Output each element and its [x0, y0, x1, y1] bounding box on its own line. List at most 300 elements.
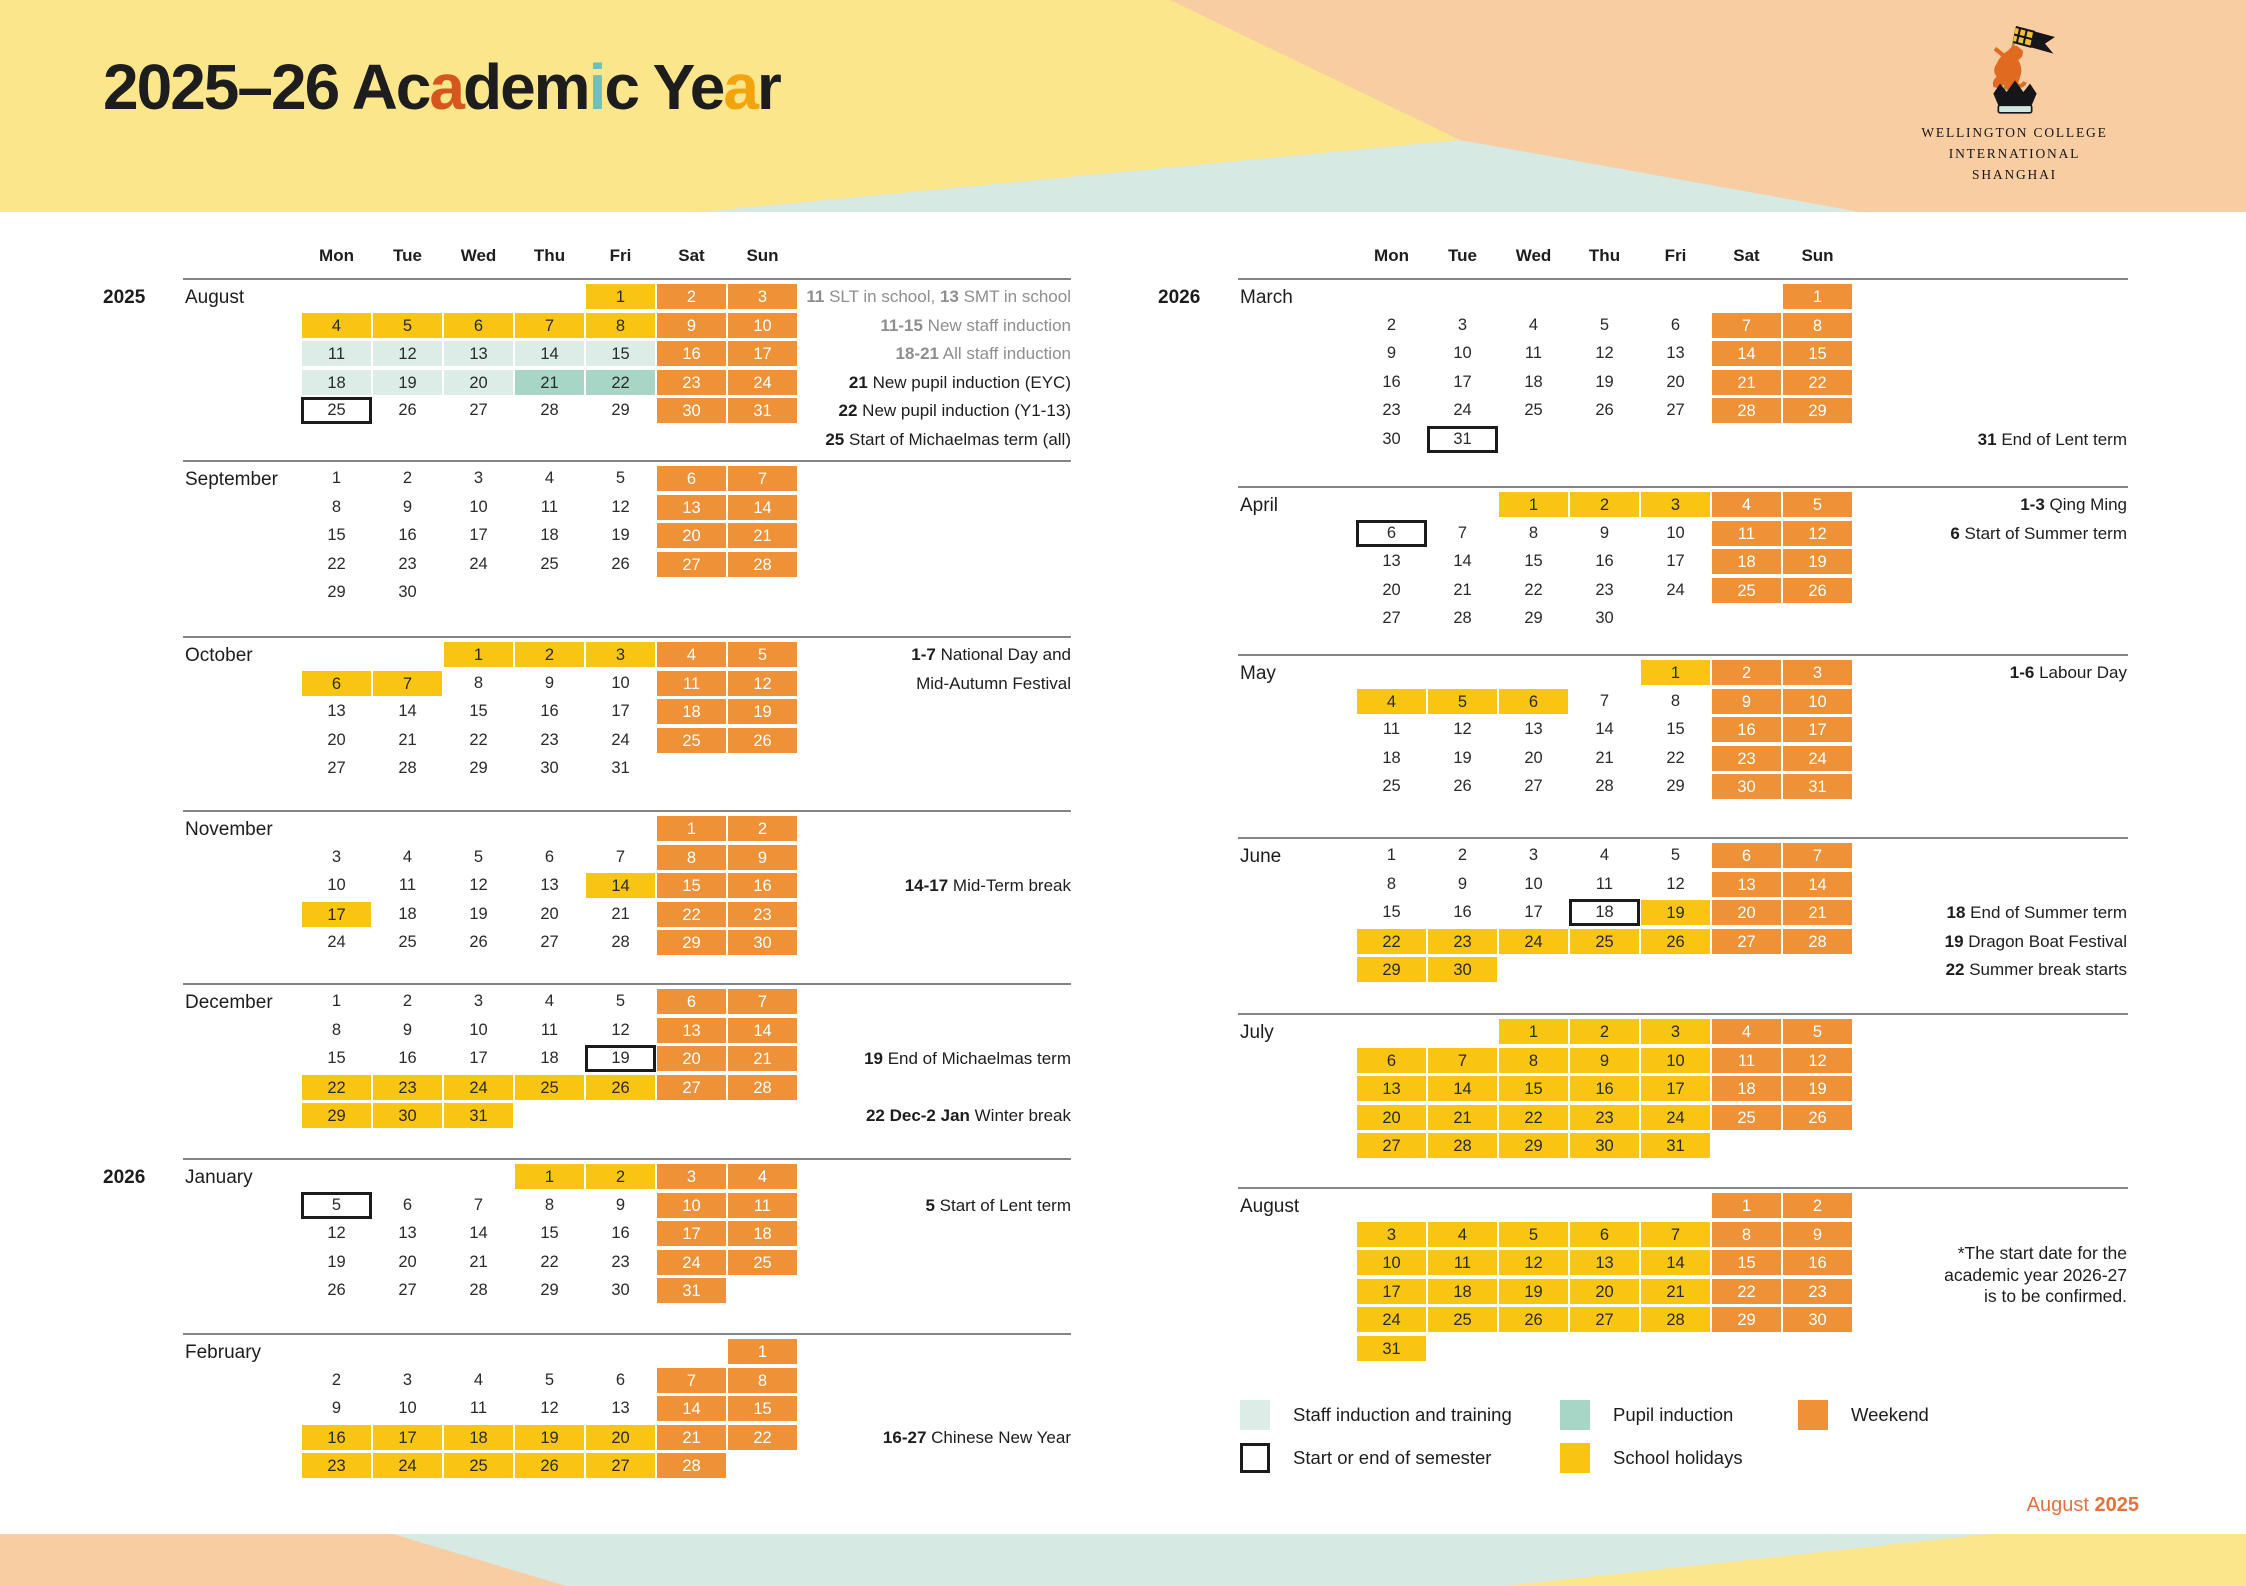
- day-cell-weekend: 7: [727, 465, 798, 492]
- day-cell: 17: [611, 702, 630, 720]
- annotation-dates: 22 Dec-2 Jan: [865, 1106, 970, 1125]
- day-cell: 17: [1524, 903, 1543, 921]
- day-cell-weekend: 26: [727, 727, 798, 754]
- day-cell: 30: [398, 583, 417, 601]
- day-cell-weekend: 12: [1782, 1047, 1853, 1074]
- day-cell-school-holiday: 2: [1569, 1018, 1640, 1045]
- day-cell: 9: [402, 497, 413, 516]
- day-cell: 18: [1382, 748, 1401, 767]
- day-cell: 23: [540, 730, 559, 749]
- day-cell-school-holiday: 24: [1498, 928, 1569, 955]
- day-cell-school-holiday: 17: [1640, 1075, 1711, 1102]
- day-cell-weekend: 22: [727, 1424, 798, 1451]
- day-cell: 23: [1595, 580, 1614, 599]
- day-cell: 2: [1457, 846, 1468, 864]
- month-divider: [1238, 486, 2128, 488]
- college-logo: [1912, 22, 2117, 185]
- day-cell: 4: [544, 469, 555, 487]
- day-cell: 30: [611, 1281, 630, 1299]
- day-cell-weekend: 7: [656, 1367, 727, 1394]
- day-cell-weekend: 26: [1782, 1104, 1853, 1131]
- annotation-text: Mid-Autumn Festival: [916, 673, 1071, 693]
- day-cell-school-holiday: 24: [1356, 1306, 1427, 1333]
- day-cell: 27: [327, 759, 346, 777]
- day-cell: 29: [1666, 777, 1685, 795]
- annotation-text: SLT in school,: [824, 287, 940, 306]
- day-cell-weekend: 31: [1782, 773, 1853, 800]
- day-cell: 21: [1595, 748, 1614, 767]
- day-cell: 5: [1599, 315, 1610, 334]
- annotation: [825, 426, 1071, 453]
- day-cell-weekend: 19: [1782, 548, 1853, 575]
- annotation-dates: 5: [925, 1195, 935, 1215]
- month-label: March: [1240, 287, 1293, 308]
- day-cell-school-holiday: 1: [443, 641, 514, 668]
- day-cell-weekend: 6: [1711, 842, 1782, 869]
- day-cell-school-holiday: 24: [372, 1452, 443, 1479]
- day-cell: 10: [1666, 523, 1685, 542]
- title-segment: 2025–26 Ac: [103, 51, 430, 123]
- day-cell-weekend: 12: [1782, 520, 1853, 547]
- annotation-text: New staff induction: [922, 315, 1071, 335]
- day-cell-school-holiday: 5: [1427, 688, 1498, 715]
- day-cell: 9: [1599, 523, 1610, 542]
- day-cell-school-holiday: 17: [301, 901, 372, 928]
- day-cell: 17: [1666, 552, 1685, 570]
- day-cell-weekend: 3: [656, 1163, 727, 1190]
- day-cell-school-holiday: 31: [443, 1102, 514, 1129]
- day-cell: 19: [1595, 372, 1614, 391]
- annotation: [896, 340, 1071, 367]
- day-cell: 1: [331, 469, 342, 487]
- annotation: [839, 397, 1071, 424]
- day-cell: 22: [540, 1252, 559, 1271]
- month-divider: [1238, 1187, 2128, 1189]
- weekday-header: Mon: [319, 246, 354, 265]
- day-cell: 16: [398, 1049, 417, 1067]
- day-cell-weekend: 21: [1782, 899, 1853, 926]
- day-cell-semester-boundary: 25: [301, 397, 372, 424]
- weekday-header: Wed: [460, 246, 497, 265]
- day-cell: 20: [540, 904, 559, 923]
- month-divider: [183, 810, 1071, 812]
- day-cell-weekend: 1: [656, 815, 727, 842]
- annotation: [925, 1192, 1071, 1219]
- day-cell-school-holiday: 16: [301, 1424, 372, 1451]
- day-cell-weekend: 13: [656, 1017, 727, 1044]
- day-cell: 24: [611, 730, 630, 749]
- day-cell-weekend: 29: [656, 929, 727, 956]
- day-cell: 9: [402, 1020, 413, 1039]
- day-cell: 22: [327, 554, 346, 573]
- day-cell-school-holiday: 26: [1498, 1306, 1569, 1333]
- day-cell-school-holiday: 20: [1356, 1104, 1427, 1131]
- day-cell-weekend: 28: [656, 1452, 727, 1479]
- day-cell: 11: [469, 1399, 488, 1417]
- annotation-dates: 6: [1950, 523, 1960, 543]
- day-cell-weekend: 15: [727, 1395, 798, 1422]
- day-cell: 11: [540, 497, 559, 516]
- legend-swatch-holiday: [1560, 1443, 1590, 1473]
- day-cell: 3: [402, 1370, 413, 1389]
- day-cell-weekend: 10: [727, 312, 798, 339]
- day-cell-weekend: 21: [727, 1045, 798, 1072]
- annotation-dates: 31: [1977, 429, 1997, 449]
- start-date-note: [1944, 1243, 2127, 1308]
- day-cell-staff-induction: 13: [443, 340, 514, 367]
- month-divider: [183, 636, 1071, 638]
- day-cell-weekend: 5: [727, 641, 798, 668]
- annotation-dates: 1-6: [2009, 663, 2035, 682]
- day-cell: 29: [611, 401, 630, 419]
- day-cell-weekend: 27: [1711, 928, 1782, 955]
- day-cell-school-holiday: 2: [1569, 491, 1640, 518]
- title-segment: i: [588, 51, 605, 123]
- day-cell: 4: [1599, 846, 1610, 864]
- day-cell: 10: [1524, 874, 1543, 893]
- day-cell: 15: [327, 526, 346, 544]
- day-cell: 12: [611, 497, 630, 516]
- weekday-header: Sun: [746, 246, 779, 265]
- day-cell: 2: [1386, 315, 1397, 334]
- day-cell-weekend: 11: [1711, 1047, 1782, 1074]
- day-cell: 16: [1382, 372, 1401, 391]
- day-cell: 18: [540, 1049, 559, 1067]
- day-cell-school-holiday: 5: [372, 312, 443, 339]
- day-cell-weekend: 16: [1711, 716, 1782, 743]
- day-cell: 18: [540, 526, 559, 544]
- day-cell-weekend: 30: [727, 929, 798, 956]
- day-cell-school-holiday: 6: [443, 312, 514, 339]
- day-cell-school-holiday: 12: [1498, 1249, 1569, 1276]
- day-cell-school-holiday: 22: [1356, 928, 1427, 955]
- day-cell-school-holiday: 5: [1498, 1221, 1569, 1248]
- day-cell-staff-induction: 19: [372, 369, 443, 396]
- day-cell: 19: [611, 526, 630, 544]
- day-cell: 21: [398, 730, 417, 749]
- footer-date: [2027, 1494, 2139, 1517]
- day-cell-school-holiday: 14: [1640, 1249, 1711, 1276]
- logo-text-line: WELLINGTON COLLEGE: [1921, 125, 2108, 140]
- day-cell: 10: [469, 497, 488, 516]
- day-cell: 4: [544, 992, 555, 1010]
- annotation-dates: 11: [806, 287, 825, 306]
- day-cell-weekend: 18: [727, 1220, 798, 1247]
- day-cell: 12: [1595, 344, 1614, 362]
- day-cell-school-holiday: 29: [1498, 1132, 1569, 1159]
- annotation-dates: 11-15: [880, 315, 923, 335]
- day-cell-school-holiday: 31: [1640, 1132, 1711, 1159]
- day-cell-weekend: 13: [1711, 871, 1782, 898]
- day-cell-weekend: 11: [727, 1192, 798, 1219]
- day-cell: 1: [331, 992, 342, 1010]
- month-label: August: [1240, 1196, 1300, 1217]
- footer-date-year: 2025: [2094, 1494, 2139, 1516]
- day-cell: 14: [469, 1224, 488, 1242]
- note-line: academic year 2026-27: [1944, 1264, 2127, 1285]
- day-cell-school-holiday: 3: [585, 641, 656, 668]
- day-cell-school-holiday: 26: [585, 1074, 656, 1101]
- day-cell-school-holiday: 13: [1569, 1249, 1640, 1276]
- year-label: 2026: [103, 1167, 146, 1188]
- day-cell: 30: [540, 759, 559, 777]
- annotation-text: Summer break starts: [1964, 960, 2127, 979]
- legend-label: Staff induction and training: [1293, 1404, 1512, 1425]
- day-cell-weekend: 18: [656, 698, 727, 725]
- day-cell-weekend: 8: [727, 1367, 798, 1394]
- title-segment: r: [756, 51, 780, 123]
- day-cell-weekend: 21: [656, 1424, 727, 1451]
- day-cell-school-holiday: 25: [443, 1452, 514, 1479]
- day-cell-school-holiday: 1: [1498, 1018, 1569, 1045]
- annotation-text: Mid-Term break: [948, 876, 1071, 895]
- day-cell: 9: [1457, 874, 1468, 893]
- day-cell-weekend: 5: [1782, 491, 1853, 518]
- day-cell-weekend: 30: [1711, 773, 1782, 800]
- day-cell: 3: [473, 992, 484, 1010]
- day-cell-weekend: 3: [1782, 659, 1853, 686]
- day-cell: 25: [1382, 777, 1401, 795]
- annotation-text: Start of Lent term: [934, 1195, 1071, 1215]
- day-cell-weekend: 16: [727, 872, 798, 899]
- day-cell-school-holiday: 7: [1427, 1047, 1498, 1074]
- day-cell: 17: [469, 1049, 488, 1067]
- day-cell: 27: [1382, 609, 1401, 627]
- annotation-text: All staff induction: [939, 344, 1071, 363]
- day-cell-weekend: 31: [727, 397, 798, 424]
- day-cell: 6: [544, 847, 555, 866]
- day-cell: 28: [611, 933, 630, 951]
- day-cell-weekend: 4: [656, 641, 727, 668]
- day-cell-weekend: 9: [656, 312, 727, 339]
- day-cell-weekend: 4: [727, 1163, 798, 1190]
- day-cell-school-holiday: 8: [585, 312, 656, 339]
- weekday-header: Thu: [1588, 246, 1621, 265]
- weekday-header: Mon: [1374, 246, 1409, 265]
- day-cell: 20: [1666, 372, 1685, 391]
- month-divider: [1238, 654, 2128, 656]
- legend-swatch-outline: [1240, 1443, 1270, 1473]
- weekday-header: Tue: [1448, 246, 1477, 265]
- title-segment: dem: [462, 51, 589, 123]
- day-cell-staff-induction: 20: [443, 369, 514, 396]
- day-cell-school-holiday: 25: [1569, 928, 1640, 955]
- day-cell-weekend: 15: [656, 872, 727, 899]
- day-cell-weekend: 7: [727, 988, 798, 1015]
- day-cell: 2: [402, 469, 413, 487]
- day-cell: 21: [1453, 580, 1472, 599]
- day-cell-school-holiday: 17: [1356, 1278, 1427, 1305]
- day-cell: 11: [1524, 344, 1543, 362]
- day-cell: 2: [331, 1370, 342, 1389]
- day-cell: 15: [1382, 903, 1401, 921]
- weekday-header: Thu: [533, 246, 566, 265]
- month-divider: [183, 460, 1071, 462]
- day-cell-school-holiday: 20: [1569, 1278, 1640, 1305]
- day-cell-weekend: 28: [727, 551, 798, 578]
- annotation: [916, 670, 1071, 697]
- day-cell: 7: [615, 847, 626, 866]
- day-cell: 24: [327, 933, 346, 951]
- day-cell-weekend: 9: [1711, 688, 1782, 715]
- day-cell-weekend: 14: [1711, 340, 1782, 367]
- day-cell: 27: [540, 933, 559, 951]
- day-cell-weekend: 30: [656, 397, 727, 424]
- day-cell-weekend: 21: [1711, 369, 1782, 396]
- day-cell: 25: [1524, 401, 1543, 419]
- day-cell: 10: [1453, 344, 1472, 362]
- month-label: September: [185, 469, 278, 490]
- legend-label: Start or end of semester: [1293, 1447, 1492, 1468]
- day-cell: 23: [611, 1252, 630, 1271]
- day-cell: 26: [327, 1281, 346, 1299]
- day-cell: 5: [615, 992, 626, 1010]
- day-cell: 15: [1524, 552, 1543, 570]
- day-cell-school-holiday: 30: [372, 1102, 443, 1129]
- day-cell: 22: [469, 730, 488, 749]
- day-cell: 15: [327, 1049, 346, 1067]
- month-label: December: [185, 992, 273, 1013]
- day-cell: 13: [1666, 344, 1685, 362]
- annotation-text: National Day and: [935, 645, 1071, 664]
- day-cell-school-holiday: 7: [514, 312, 585, 339]
- day-cell-weekend: 18: [1711, 1075, 1782, 1102]
- annotation: [1945, 928, 2127, 955]
- day-cell: 9: [615, 1195, 626, 1214]
- day-cell-weekend: 13: [656, 494, 727, 521]
- day-cell-weekend: 17: [1782, 716, 1853, 743]
- day-cell: 5: [473, 847, 484, 866]
- day-cell: 4: [473, 1370, 484, 1389]
- annotation: [2020, 491, 2127, 518]
- day-cell-weekend: 22: [1782, 369, 1853, 396]
- day-cell-weekend: 27: [656, 551, 727, 578]
- day-cell: 20: [398, 1252, 417, 1271]
- annotation-dates: 18: [1946, 903, 1966, 922]
- month-label: October: [185, 645, 253, 666]
- day-cell: 7: [1457, 523, 1468, 542]
- month-divider: [1238, 278, 2128, 280]
- day-cell: 11: [398, 876, 417, 894]
- day-cell-school-holiday: 14: [1427, 1075, 1498, 1102]
- day-cell-weekend: 20: [656, 1045, 727, 1072]
- day-cell: 10: [611, 673, 630, 692]
- day-cell-weekend: 24: [656, 1249, 727, 1276]
- day-cell-weekend: 4: [1711, 1018, 1782, 1045]
- day-cell: 2: [402, 992, 413, 1010]
- day-cell: 24: [1453, 401, 1472, 419]
- day-cell-school-holiday: 18: [1427, 1278, 1498, 1305]
- day-cell: 10: [398, 1399, 417, 1417]
- annotation: [1978, 426, 2127, 453]
- annotation-dates: 19: [864, 1049, 883, 1068]
- day-cell: 4: [402, 847, 413, 866]
- day-cell-school-holiday: 7: [372, 670, 443, 697]
- day-cell: 19: [469, 904, 488, 923]
- day-cell: 20: [327, 730, 346, 749]
- day-cell-school-holiday: 28: [1427, 1132, 1498, 1159]
- annotation-text: Labour Day: [2034, 663, 2127, 682]
- month-divider: [183, 1158, 1071, 1160]
- day-cell-school-holiday: 4: [1356, 688, 1427, 715]
- day-cell-school-holiday: 6: [301, 670, 372, 697]
- day-cell-school-holiday: 21: [1427, 1104, 1498, 1131]
- day-cell-weekend: 27: [656, 1074, 727, 1101]
- day-cell: 8: [331, 497, 342, 516]
- day-cell-school-holiday: 19: [514, 1424, 585, 1451]
- day-cell: 25: [540, 554, 559, 573]
- day-cell: 26: [398, 401, 417, 419]
- day-cell-school-holiday: 18: [443, 1424, 514, 1451]
- day-cell: 13: [611, 1399, 630, 1417]
- day-cell: 15: [540, 1224, 559, 1242]
- day-cell-weekend: 19: [1782, 1075, 1853, 1102]
- day-cell: 14: [1595, 720, 1614, 738]
- day-cell: 24: [469, 554, 488, 573]
- day-cell-weekend: 6: [656, 988, 727, 1015]
- day-cell-weekend: 8: [1711, 1221, 1782, 1248]
- day-cell-weekend: 11: [1711, 520, 1782, 547]
- legend-swatch-staff: [1240, 1400, 1270, 1430]
- day-cell: 22: [1666, 748, 1685, 767]
- day-cell: 13: [1524, 720, 1543, 738]
- month-label: November: [185, 819, 273, 840]
- day-cell: 17: [1453, 372, 1472, 391]
- annotation: [866, 1102, 1071, 1129]
- year-label: 2026: [1158, 287, 1201, 308]
- annotation: [806, 283, 1071, 310]
- day-cell-weekend: 22: [1711, 1278, 1782, 1305]
- day-cell: 28: [540, 401, 559, 419]
- month-divider: [1238, 837, 2128, 839]
- day-cell: 10: [327, 876, 346, 894]
- day-cell: 26: [1595, 401, 1614, 419]
- day-cell: 3: [473, 469, 484, 487]
- month-label: April: [1240, 495, 1279, 516]
- day-cell-school-holiday: 20: [585, 1424, 656, 1451]
- day-cell: 30: [1382, 429, 1401, 448]
- day-cell-weekend: 24: [1782, 745, 1853, 772]
- logo-text-line: SHANGHAI: [1972, 167, 2057, 182]
- day-cell: 26: [611, 554, 630, 573]
- day-cell: 16: [611, 1224, 630, 1242]
- annotation-dates: 1-7: [911, 645, 936, 664]
- day-cell-school-holiday: 27: [1569, 1306, 1640, 1333]
- annotation-text: Start of Summer term: [1959, 523, 2127, 543]
- day-cell-school-holiday: 22: [301, 1074, 372, 1101]
- annotation-text: Chinese New Year: [926, 1427, 1071, 1447]
- day-cell-school-holiday: 26: [514, 1452, 585, 1479]
- day-cell-school-holiday: 25: [514, 1074, 585, 1101]
- annotation-dates: 18-21: [895, 344, 939, 363]
- day-cell-weekend: 25: [656, 727, 727, 754]
- day-cell-school-holiday: 10: [1356, 1249, 1427, 1276]
- day-cell-weekend: 25: [1711, 577, 1782, 604]
- day-cell-weekend: 23: [1782, 1278, 1853, 1305]
- day-cell: 12: [611, 1020, 630, 1039]
- day-cell-pupil-induction: 22: [585, 369, 656, 396]
- day-cell-school-holiday: 23: [1569, 1104, 1640, 1131]
- day-cell-school-holiday: 28: [1640, 1306, 1711, 1333]
- day-cell-school-holiday: 16: [1569, 1075, 1640, 1102]
- day-cell: 5: [544, 1370, 555, 1389]
- day-cell: 11: [1382, 720, 1401, 738]
- day-cell: 8: [1386, 874, 1397, 893]
- day-cell-weekend: 25: [727, 1249, 798, 1276]
- legend-label: School holidays: [1613, 1447, 1743, 1468]
- day-cell-school-holiday: 3: [1640, 491, 1711, 518]
- day-cell-weekend: 18: [1711, 548, 1782, 575]
